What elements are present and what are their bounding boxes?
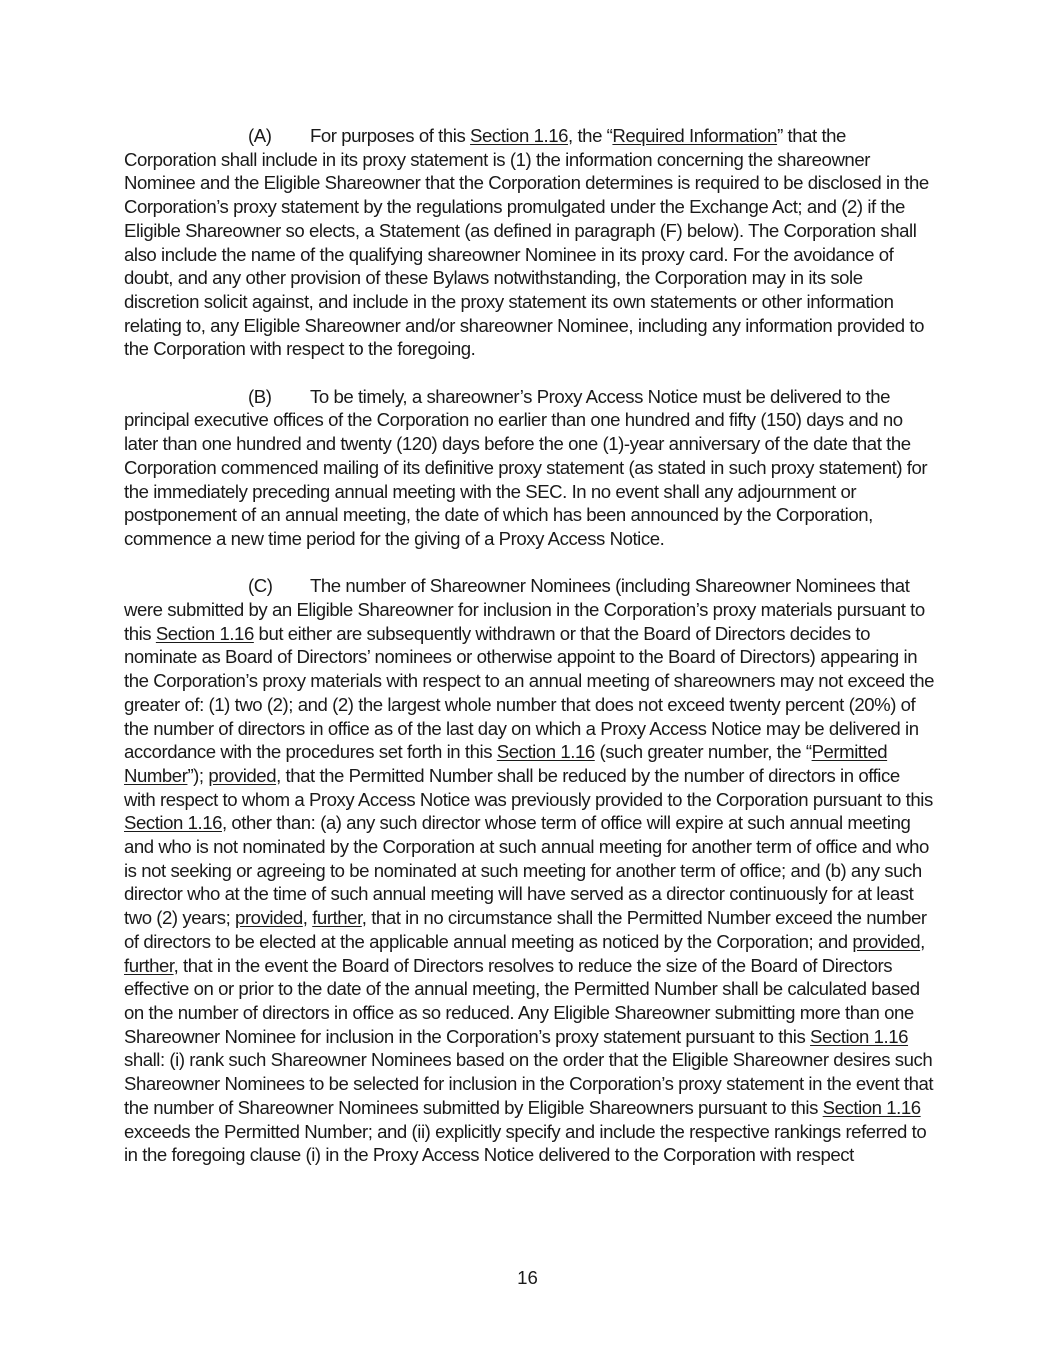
paragraph-c: (C) The number of Shareowner Nominees (including Shareowner Nominees that were submitted by an Eligible Shareowner for inclusion in the Corporation’s proxy materials pursuant to this Section 1.16 but either are subsequently withdrawn or that the Board of Directors decides to nominate as Board of Directors’ nominees or otherwise appoint to the Board of Directors) appearing in the Corporation’s proxy materials with respect to an annual meeting of shareowners may not exceed the greater of: (1) two (2); and (2) the largest whole number that does not exceed twenty percent (20%) of the number of directors in office as of the last day on which a Proxy Access Notice may be delivered in accordance with the procedures set forth in this Section 1.16 (such greater number, the “Permitted Number”); provided, that the Permitted Number shall be reduced by the number of directors in office with respect to whom a Proxy Access Notice was previously provided to the Corporation pursuant to this Section 1.16, other than: (a) any such director whose term of office will expire at such annual meeting and who is not nominated by the Corporation at such annual meeting for another term of office and who is not seeking or agreeing to be nominated at such meeting for another term of office; and (b) any such director who at the time of such annual meeting will have served as a director continuously for at least two (2) years; provided, further, that in no circumstance shall the Permitted Number exceed the number of directors to be elected at the applicable annual meeting as noticed by the Corporation; and provided, further, that in the event the Board of Directors resolves to reduce the size of the Board of Directors effective on or prior to the date of the annual meeting, the Permitted Number shall be calculated based on the number of directors in office as so reduced. Any Eligible Shareowner submitting more than one Shareowner Nominee for inclusion in the Corporation’s proxy statement pursuant to this Section 1.16 shall: (i) rank such Shareowner Nominees based on the order that the Eligible Shareowner desires such Shareowner Nominees to be selected for inclusion in the Corporation’s proxy statement in the event that the number of Shareowner Nominees submitted by Eligible Shareowners pursuant to this Section 1.16 exceeds the Permitted Number; and (ii) explicitly specify and include the respective rankings referred to in the foregoing clause (i) in the Proxy Access Notice delivered to the Corporation with respect (124, 575, 934, 1166)
paragraph-marker: (B) (248, 385, 272, 407)
paragraph-b: (B) To be timely, a shareowner’s Proxy Access Notice must be delivered to the principal executive offices of the Corporation no earlier than one hundred and fifty (150) days and no later than one hundred and twenty (120) days before the one (1)-year anniversary of the date that the Corporation commenced mailing of its definitive proxy statement (as stated in such proxy statement) for the immediately preceding annual meeting with the SEC. In no event shall any adjournment or postponement of an annual meeting, the date of which has been announced by the Corporation, commence a new time period for the giving of a Proxy Access Notice. (124, 385, 928, 549)
section-reference: Section 1.16 (810, 1025, 909, 1047)
defined-term: Required Information (612, 125, 778, 146)
document-body (124, 124, 934, 1191)
paragraph-marker: (A) (248, 125, 272, 146)
section-reference: Section 1.16 (496, 741, 595, 763)
proviso-term: further (124, 954, 174, 976)
defined-term: Permitted Number (124, 741, 888, 786)
section-reference: Section 1.16 (124, 812, 222, 834)
section-reference: Section 1.16 (155, 622, 254, 644)
section-reference: Section 1.16 (470, 125, 569, 146)
proviso-term: provided (852, 930, 921, 952)
paragraph-marker: (C) (248, 575, 273, 597)
proviso-term: further (312, 907, 362, 929)
section-reference: Section 1.16 (822, 1096, 921, 1118)
page-number: 16 (517, 1267, 538, 1288)
proviso-term: provided (208, 764, 277, 786)
proviso-term: provided (235, 907, 303, 929)
paragraph-a: (A) For purposes of this Section 1.16, the “Required Information” that the Corporation shall include in its proxy statement is (1) the information concerning the shareowner Nominee and the Eligible Shareowner that the Corporation determines is required to be disclosed in the Corporation’s proxy statement by the regulations promulgated under the Exchange Act; and (2) if the Eligible Shareowner so elects, a Statement (as defined in paragraph (F) below). The Corporation shall also include the name of the qualifying shareowner Nominee in its proxy card. For the avoidance of doubt, and any other provision of these Bylaws notwithstanding, the Corporation may in its sole discretion solicit against, and include in the proxy statement its own statements or other information relating to, any Eligible Shareowner and/or shareowner Nominee, including any information provided to the Corporation with respect to the foregoing. (124, 125, 929, 360)
